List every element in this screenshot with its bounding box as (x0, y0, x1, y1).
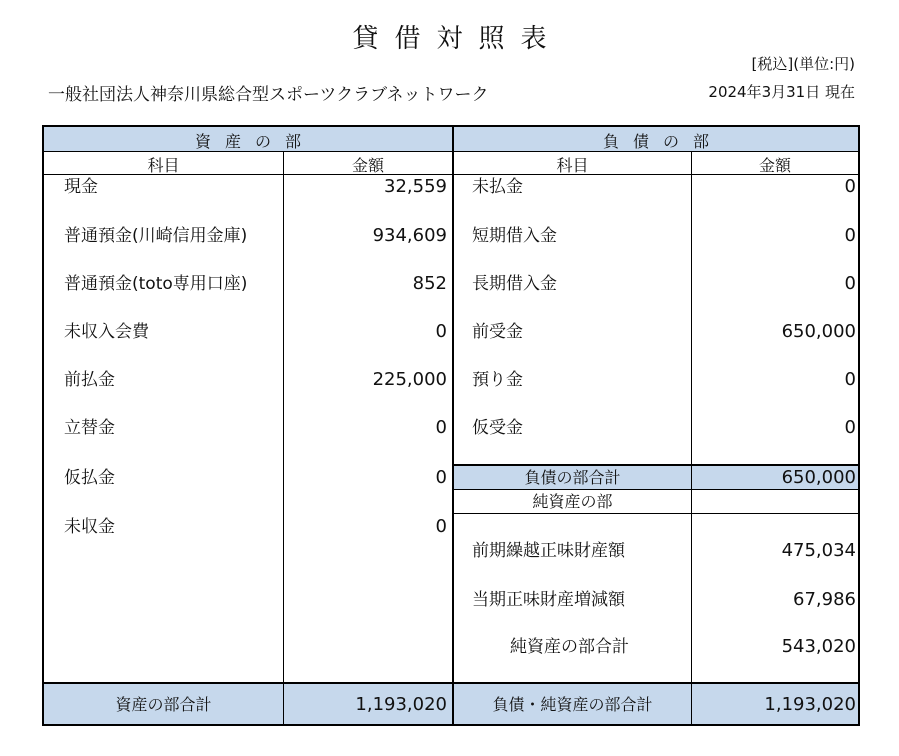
liabilities-row-amount: 0 (844, 369, 856, 390)
assets-row-amount: 852 (412, 273, 447, 294)
liabilities-amount-column-header: 金額 (758, 156, 791, 175)
net-assets-subtotal-amount: 543,020 (781, 636, 856, 657)
tax-unit-note: [税込](単位:円) (751, 55, 855, 73)
liabilities-row-amount: 0 (844, 273, 856, 294)
center-divider (452, 125, 454, 726)
page-title: 貸借対照表 (352, 24, 563, 54)
liabilities-subtotal-label: 負債の部合計 (524, 468, 621, 487)
liabilities-column-divider (691, 151, 692, 726)
assets-row-amount: 0 (435, 516, 447, 537)
net-assets-row-item: 当期正味財産増減額 (472, 590, 625, 610)
liabilities-subtotal-bottom-rule (452, 489, 860, 490)
assets-section-header: 資産の部 (194, 132, 315, 151)
assets-amount-column-header: 金額 (351, 156, 384, 175)
liabilities-row-item: 未払金 (472, 177, 523, 197)
net-assets-row-amount: 67,986 (793, 589, 856, 610)
assets-item-column-header: 科目 (147, 156, 180, 175)
assets-row-amount: 0 (435, 417, 447, 438)
net-assets-section-header: 純資産の部 (532, 492, 613, 511)
liabilities-row-item: 預り金 (472, 370, 523, 390)
assets-total-amount: 1,193,020 (355, 694, 447, 715)
liabilities-row-item: 前受金 (472, 322, 523, 342)
liabilities-row-amount: 0 (844, 417, 856, 438)
liabilities-subtotal-amount: 650,000 (781, 467, 856, 488)
liabilities-row-item: 短期借入金 (472, 226, 557, 246)
net-assets-row-item: 前期繰越正味財産額 (472, 541, 625, 561)
assets-row-item: 未収金 (64, 517, 115, 537)
liabilities-section-header: 負債の部 (602, 132, 723, 151)
assets-total-label: 資産の部合計 (115, 695, 212, 714)
assets-row-item: 普通預金(toto専用口座) (64, 274, 248, 294)
liabilities-row-amount: 0 (844, 225, 856, 246)
assets-row-amount: 0 (435, 467, 447, 488)
grand-total-label: 負債・純資産の部合計 (492, 695, 653, 714)
assets-row-amount: 32,559 (384, 176, 447, 197)
assets-row-amount: 934,609 (372, 225, 447, 246)
liabilities-row-item: 長期借入金 (472, 274, 557, 294)
liabilities-row-amount: 650,000 (781, 321, 856, 342)
liabilities-item-column-header: 科目 (556, 156, 589, 175)
liabilities-subtotal-top-rule (452, 464, 860, 466)
net-assets-subtotal-label: 純資産の部合計 (510, 637, 629, 657)
liabilities-row-item: 仮受金 (472, 418, 523, 438)
assets-row-item: 仮払金 (64, 468, 115, 488)
organization-name: 一般社団法人神奈川県総合型スポーツクラブネットワーク (48, 85, 489, 105)
net-assets-row-amount: 475,034 (781, 540, 856, 561)
assets-row-item: 未収入会費 (64, 322, 149, 342)
total-row-top-rule (42, 682, 860, 684)
assets-row-amount: 225,000 (372, 369, 447, 390)
assets-row-item: 現金 (64, 177, 98, 197)
assets-row-item: 前払金 (64, 370, 115, 390)
assets-row-item: 普通預金(川崎信用金庫) (64, 226, 248, 246)
assets-row-item: 立替金 (64, 418, 115, 438)
grand-total-amount: 1,193,020 (764, 694, 856, 715)
liabilities-row-amount: 0 (844, 176, 856, 197)
net-assets-header-rule (452, 513, 860, 514)
assets-column-divider (283, 151, 284, 726)
assets-row-amount: 0 (435, 321, 447, 342)
as-of-date: 2024年3月31日 現在 (708, 83, 855, 101)
